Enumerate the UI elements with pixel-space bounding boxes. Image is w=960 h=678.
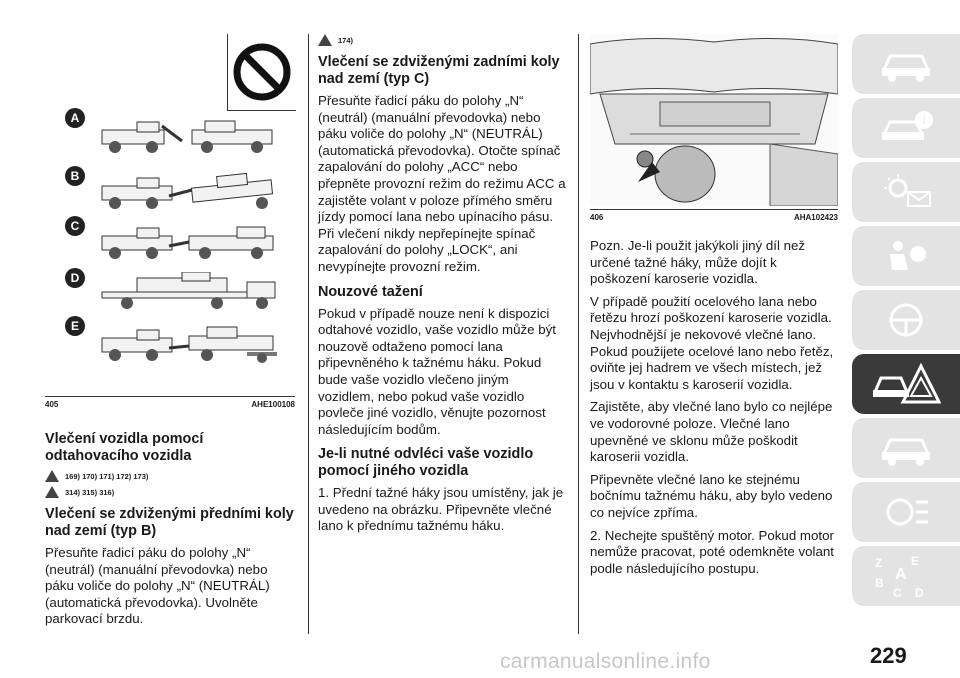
tab-warning-lights[interactable] xyxy=(852,162,960,222)
heading-must-tow: Je-li nutné odvléci vaše vozidlo pomocí jiného vozidla xyxy=(318,446,534,480)
heading-emergency: Nouzové tažení xyxy=(318,283,423,300)
car-service-icon xyxy=(876,428,936,468)
heading-front-lift: Vlečení se zdviženými předními koly nad zemí (typ B) xyxy=(45,506,294,539)
svg-text:i: i xyxy=(922,113,926,127)
steering-wheel-icon xyxy=(876,300,936,340)
car-info-icon xyxy=(876,44,936,84)
tow-hook-figure xyxy=(590,34,838,224)
figure-caption xyxy=(45,396,295,409)
tow-truck-rear-lift-illustration xyxy=(97,222,297,262)
towing-figure xyxy=(45,34,295,419)
paragraph-note: Pozn. Je-li použit jakýkoli jiný díl než určené tažné háky, může dojít k poškození karoserie vozidla. xyxy=(590,238,806,287)
figure-code: AHA102423 xyxy=(793,213,838,222)
column-divider-2 xyxy=(578,34,579,634)
tab-instruments[interactable] xyxy=(852,98,960,158)
figure-number: 405 xyxy=(45,400,59,409)
tab-getting-to-know[interactable] xyxy=(852,34,960,94)
watermark: carmanualsonline.info xyxy=(500,650,711,673)
page-number: 229 xyxy=(870,643,907,668)
tab-servicing[interactable] xyxy=(852,418,960,478)
tab-index[interactable] xyxy=(852,546,960,606)
paragraph-emergency: Pokud v případě nouze není k dispozici odtahové vozidlo, vaše vozidlo může být nouzově odtaženo pomocí lana připevněného k tažnému háku. Pokud bude vaše vozidlo vlečeno jiným vozidlem, nebo pokud vaše vozidlo povleče jiné vozidlo, věnujte pozornost následujícím bodům. xyxy=(318,305,556,437)
label-b: B xyxy=(65,166,85,186)
svg-text:E: E xyxy=(911,554,920,568)
warning-lights-icon xyxy=(876,172,936,212)
warning-refs-1 xyxy=(45,470,295,482)
svg-text:D: D xyxy=(915,586,924,600)
middle-column xyxy=(318,34,566,541)
prohibited-icon xyxy=(232,42,292,102)
paragraph-secure-rope: Zajistěte, aby vlečné lano bylo co nejlépe ve vodorovné poloze. Vlečné lano upevněné ve sklonu může poškodit karoserii vozidla. xyxy=(590,399,833,465)
paragraph-step-1: 1. Přední tažné háky jsou umístěny, jak je uvedeno na obrázku. Připevněte vlečné lano k přednímu tažnému háku. xyxy=(318,485,564,534)
tab-safety[interactable] xyxy=(852,226,960,286)
heading-rear-lift: Vlečení se zdviženými zadními koly nad zemí (typ C) xyxy=(318,54,560,87)
car-info-i-icon xyxy=(876,108,936,148)
heading-towing: Vlečení vozidla pomocí odtahovacího vozidla xyxy=(45,431,204,464)
warning-refs-text: 174) xyxy=(338,35,354,45)
prohibited-sign-box xyxy=(227,34,296,111)
tab-starting-driving[interactable] xyxy=(852,290,960,350)
airbag-seat-icon xyxy=(876,236,936,276)
figure-caption xyxy=(590,209,838,222)
paragraph-steel-cable: V případě použití ocelového lana nebo řetězu hrozí poškození karoserie vozidla. Nejvhodnější je nekovové vlečné lano. Pokud použijete ocelové lano nebo řetěz, oviňte jej hadrem ve všech místech, jež jsou v kontaktu s karoserií vozidla. xyxy=(590,293,834,392)
label-e: E xyxy=(65,316,85,336)
figure-number: 406 xyxy=(590,213,604,222)
paragraph-step-2: 2. Nechejte spuštěný motor. Pokud motor nemůže pracovat, poté odemkněte volant podle následujícího postupu. xyxy=(590,527,834,576)
warning-triangle-icon xyxy=(318,34,332,46)
svg-text:Z: Z xyxy=(875,556,883,570)
label-a: A xyxy=(65,108,85,128)
warning-refs-text: 314) 315) 316) xyxy=(65,487,115,497)
column-divider-1 xyxy=(308,34,309,634)
figure-code: AHE100108 xyxy=(251,400,295,409)
svg-text:C: C xyxy=(893,586,902,600)
svg-text:B: B xyxy=(875,576,884,590)
tow-truck-lift-illustration xyxy=(97,116,297,156)
dolly-tow-illustration xyxy=(97,324,297,364)
front-underbody-illustration xyxy=(590,34,838,206)
emergency-triangle-icon xyxy=(871,362,941,406)
tab-emergency[interactable] xyxy=(852,354,960,414)
index-alphabet-icon xyxy=(871,551,941,601)
paragraph-front-lift: Přesuňte řadicí páku do polohy „N“ (neutrál) (manuální převodovka) nebo páku voliče do polohy „N“ (NEUTRÁL) (automatická převodovka). Uvolněte parkovací brzdu. xyxy=(45,545,270,627)
warning-ref-174 xyxy=(318,34,566,46)
warning-triangle-icon xyxy=(45,470,59,482)
paragraph-rear-lift: Přesuňte řadicí páku do polohy „N“ (neutrál) (manuální převodovka) nebo páku voliče do polohy „N“ (NEUTRÁL) (automatická převodovka). Otočte spínač zapalování do polohy „ACC“ nebo přepněte provozní režim do režimu ACC a zajistěte volant v poloze přímého směru jízdy pomocí lana nebo upínacího pásu. Při vlečení nikdy nepřepínejte spínač zapalování do polohy „LOCK“, ani nevypínejte provozní režim. xyxy=(318,93,566,274)
warning-refs-2 xyxy=(45,486,295,498)
tow-truck-front-lift-illustration xyxy=(97,172,297,212)
paragraph-attach-rope: Připevněte vlečné lano ke stejnému bočnímu tažnému háku, aby bylo vedeno co nejvíce zpříma. xyxy=(590,471,833,520)
warning-refs-text: 169) 170) 171) 172) 173) xyxy=(65,471,149,481)
specs-icon xyxy=(876,492,936,532)
label-c: C xyxy=(65,216,85,236)
right-column xyxy=(590,34,838,583)
left-column xyxy=(45,0,295,634)
svg-text:A: A xyxy=(895,566,907,583)
tab-technical-specs[interactable] xyxy=(852,482,960,542)
warning-triangle-icon xyxy=(45,486,59,498)
flatbed-truck-illustration xyxy=(97,272,297,312)
label-d: D xyxy=(65,268,85,288)
